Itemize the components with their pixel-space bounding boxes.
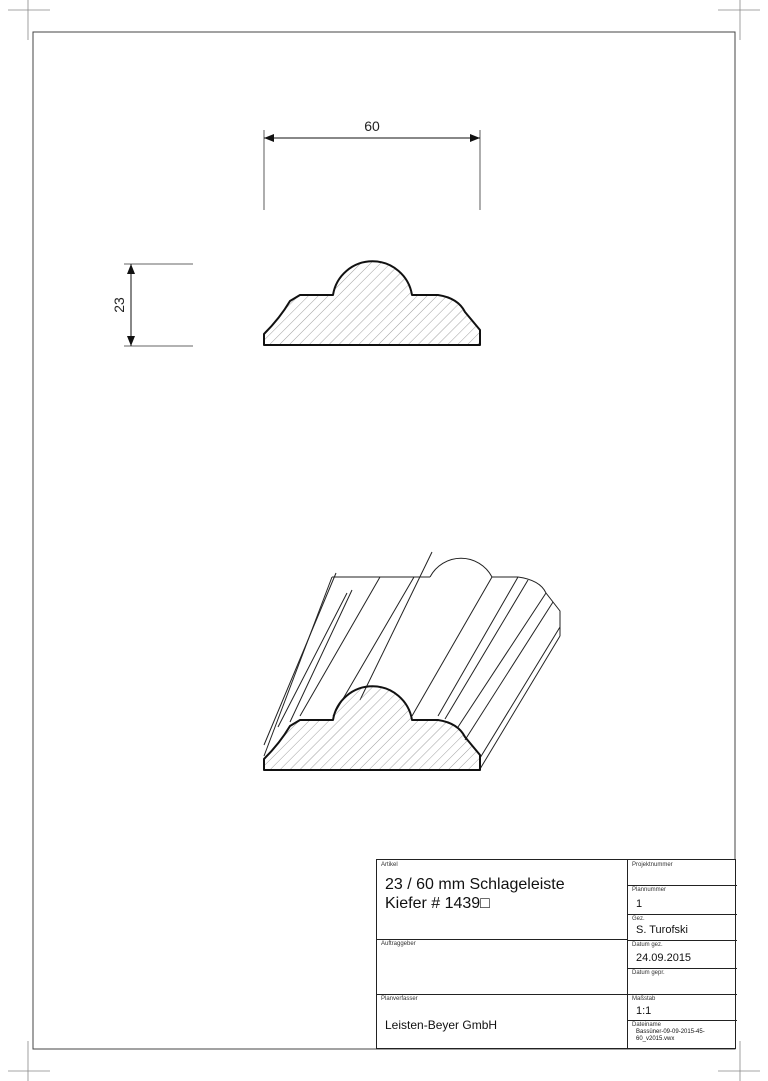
- width-dimension: [264, 118, 480, 210]
- plannummer-label: Plannummer: [632, 887, 667, 893]
- artikel-title-line2: Kiefer # 1439□: [385, 895, 490, 912]
- gez-cell: [628, 914, 737, 940]
- auftraggeber-label: Auftraggeber: [381, 941, 416, 947]
- projektnummer-cell: [628, 860, 737, 885]
- plannummer-cell: [628, 885, 737, 914]
- dateiname-cell: [628, 1020, 737, 1049]
- planverfasser-cell: [377, 994, 627, 1049]
- artikel-cell: [377, 860, 627, 939]
- width-dimension-label: 60: [364, 118, 380, 134]
- dateiname-label: Dateiname: [632, 1022, 662, 1028]
- artikel-title-line1: 23 / 60 mm Schlageleiste: [385, 876, 565, 893]
- artikel-label: Artikel: [381, 862, 398, 868]
- projektnummer-label: Projektnummer: [632, 862, 673, 868]
- massstab-label: Maßstab: [632, 996, 656, 1002]
- datum-gez-value: 24.09.2015: [636, 952, 692, 964]
- datum-gez-label: Datum gez.: [632, 942, 663, 948]
- datum-gepr-label: Datum gepr.: [632, 970, 665, 976]
- profile-cross-section: [264, 261, 480, 345]
- massstab-cell: [628, 994, 737, 1020]
- auftraggeber-cell: [377, 939, 627, 994]
- dateiname-value: Bassüner-09-09-2015-45-60_v2015.vwx: [636, 1029, 705, 1042]
- height-dimension: [111, 264, 193, 346]
- gez-label: Gez.: [632, 916, 645, 922]
- datum-gez-cell: [628, 940, 737, 968]
- height-dimension-label: 23: [111, 297, 127, 313]
- massstab-value: 1:1: [636, 1005, 652, 1017]
- planverfasser-label: Planverfasser: [381, 996, 418, 1002]
- planverfasser-value: Leisten-Beyer GmbH: [385, 1018, 498, 1032]
- gez-value: S. Turofski: [636, 924, 688, 936]
- datum-gepr-cell: [628, 968, 737, 994]
- plannummer-value: 1: [636, 898, 643, 910]
- title-block: [376, 859, 736, 1049]
